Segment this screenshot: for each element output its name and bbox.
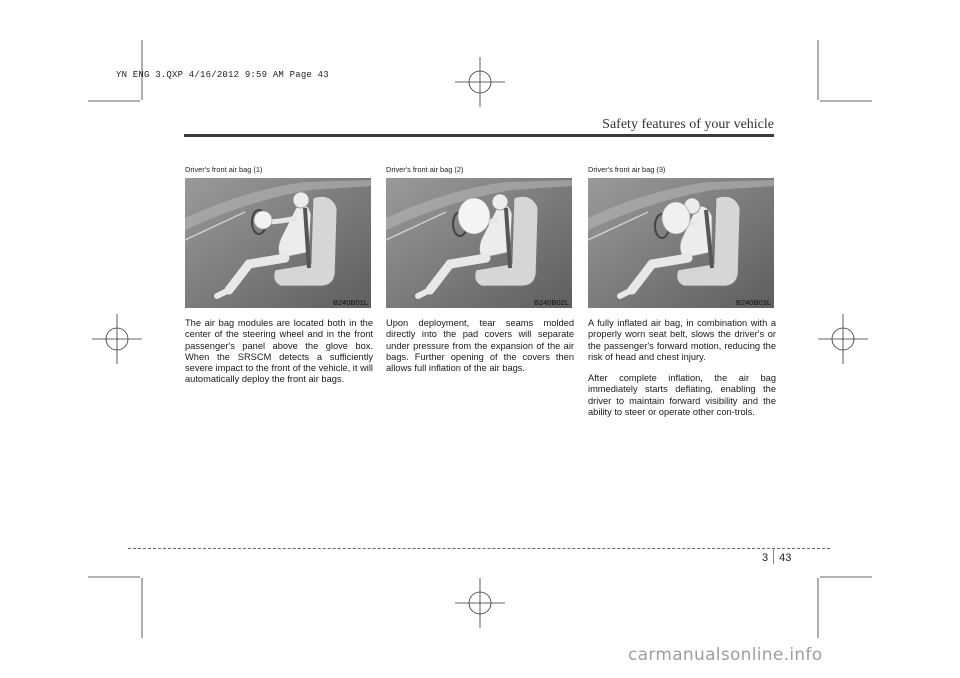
figure-code: B240B02L bbox=[533, 298, 569, 307]
column-3 bbox=[588, 164, 776, 428]
airbag-illustration-2 bbox=[386, 178, 572, 308]
figure-code: B240B03L bbox=[735, 298, 771, 307]
column-1 bbox=[185, 164, 373, 396]
watermark: carmanualsonline.info bbox=[628, 645, 823, 665]
chapter-number: 3 bbox=[762, 548, 774, 564]
page-number-value: 43 bbox=[779, 552, 792, 564]
paragraph: A fully inflated air bag, in combination with a properly worn seat belt, slows the driver's or the passenger's forward motion, reducing the risk of head and chest injury. bbox=[588, 318, 776, 362]
section-title: Safety features of your vehicle bbox=[602, 117, 774, 132]
figure-caption: Driver's front air bag (3) bbox=[588, 165, 666, 174]
airbag-illustration-3 bbox=[588, 178, 774, 308]
figure-caption: Driver's front air bag (2) bbox=[386, 165, 464, 174]
footer-rule bbox=[128, 548, 830, 549]
figure-code: B240B01L bbox=[332, 298, 368, 307]
body-text bbox=[588, 318, 776, 418]
page-number bbox=[762, 548, 791, 568]
print-slug-line: YN ENG 3.QXP 4/16/2012 9:59 AM Page 43 bbox=[116, 70, 329, 80]
title-rule bbox=[184, 134, 774, 137]
column-2 bbox=[386, 164, 574, 384]
paragraph: After complete inflation, the air bag immediately starts deflating, enabling the driver to maintain forward visibility and the ability to steer or operate other con-trols. bbox=[588, 373, 776, 418]
paragraph: Upon deployment, tear seams molded directly into the pad covers will separate under pressure from the expansion of the air bags. Further opening of the covers then allows full inflation of the air bags. bbox=[386, 318, 574, 374]
figure-caption: Driver's front air bag (1) bbox=[185, 165, 263, 174]
body-text bbox=[185, 318, 373, 386]
airbag-illustration-1 bbox=[185, 178, 371, 308]
paragraph: The air bag modules are located both in the center of the steering wheel and in the front passenger's panel above the glove box. When the SRSCM detects a sufficiently severe impact to the front of the vehicle, it will automatically deploy the front air bags. bbox=[185, 318, 373, 385]
body-text bbox=[386, 318, 574, 374]
